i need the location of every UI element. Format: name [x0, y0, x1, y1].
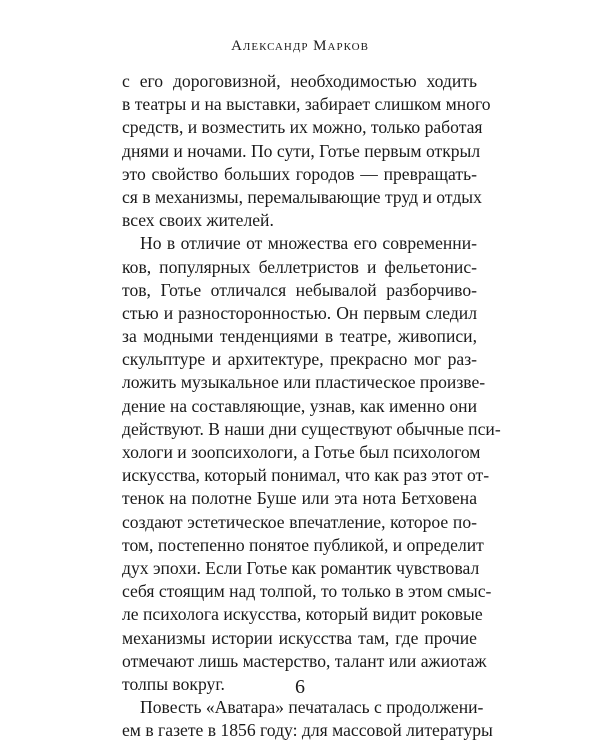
- text-line: себя стоящим над толпой, то только в этом смыс-: [122, 581, 492, 602]
- text-line: механизмы истории искусства там, где прочие: [122, 627, 477, 648]
- text-line: за модными тенденциями в театре, живописи,: [122, 326, 477, 347]
- text-line: днями и ночами. По сути, Готье первым открыл: [122, 140, 481, 161]
- text-line: ся в механизмы, перемалывающие труд и отдых: [122, 186, 482, 207]
- text-line: хологи и зоопсихологи, а Готье был психологом: [122, 442, 481, 462]
- page-number: 6: [295, 676, 305, 698]
- text-line: в театры и на выставки, забирает слишком много: [122, 94, 491, 115]
- text-line: ков, популярных беллетристов и фельетонис-: [122, 256, 477, 277]
- running-head: Александр Марков: [231, 38, 369, 54]
- text-line: дух эпохи. Если Готье как романтик чувствовал: [122, 557, 480, 578]
- text-line: отмечают лишь мастерство, талант или ажиотаж: [122, 650, 487, 671]
- text-line: ем в газете в 1856 году: для массовой литературы: [122, 720, 493, 741]
- text-line: средств, и возместить их можно, только работая: [122, 117, 483, 138]
- text-line: Повесть «Аватара» печаталась с продолжени-: [140, 697, 484, 718]
- text-line: ле психолога искусства, который видит роковые: [122, 604, 483, 625]
- text-line: тов, Готье отличался небывалой разборчиво-: [122, 279, 477, 300]
- text-line: действуют. В наши дни существуют обычные пси-: [122, 418, 501, 439]
- text-line: тенок на полотне Буше или эта нота Бетховена: [122, 488, 477, 509]
- text-line: это свойство больших городов — превращать-: [122, 163, 477, 184]
- text-line: с его дороговизной, необходимостью ходить: [122, 71, 477, 91]
- text-line: Но в отличие от множества его современни-: [140, 233, 477, 254]
- text-line: искусства, который понимал, что как раз этот от-: [122, 465, 490, 486]
- text-line: ложить музыкальное или пластическое произве-: [122, 372, 486, 393]
- text-line: толпы вокруг.: [122, 673, 225, 694]
- text-line: стью и разносторонностью. Он первым следил: [122, 302, 477, 323]
- text-line: дение на составляющие, узнав, как именно они: [122, 395, 477, 416]
- text-line: создают эстетическое впечатление, которое по-: [122, 511, 477, 532]
- body-text: [122, 70, 501, 742]
- text-line: всех своих жителей.: [122, 210, 274, 231]
- text-line: скульптуре и архитектуре, прекрасно мог раз-: [122, 349, 477, 370]
- text-line: том, постепенно понятое публикой, и определит: [122, 534, 484, 555]
